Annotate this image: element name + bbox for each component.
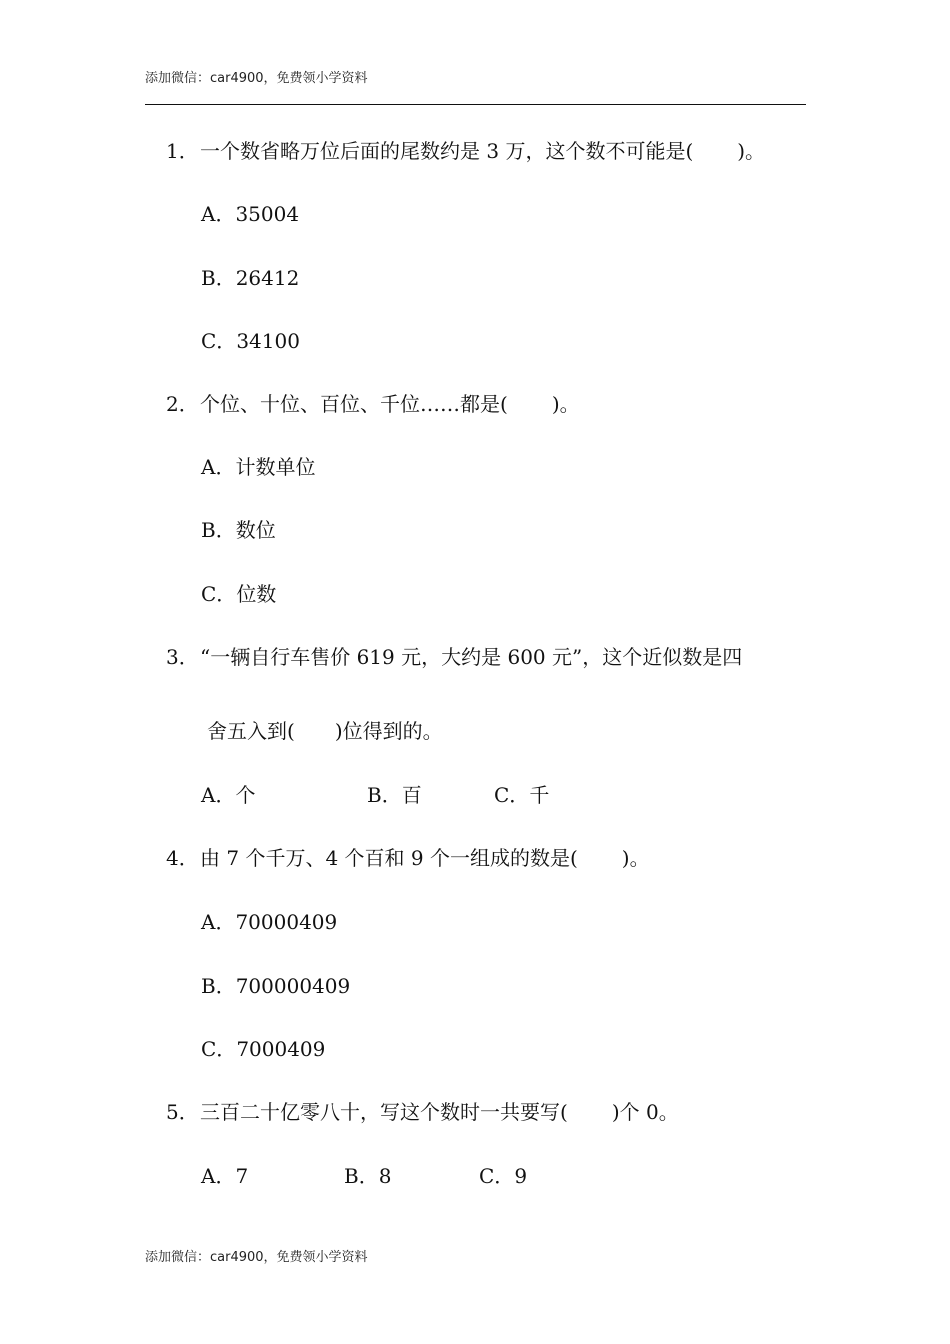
option-text: 千 [529, 783, 550, 807]
question-text: 三百二十亿零八十，写这个数时一共要写( [200, 1100, 568, 1124]
option-text: 26412 [235, 266, 300, 290]
question-number: 3． [166, 645, 199, 669]
question-text: 个位、十位、百位、千位……都是( [200, 392, 508, 416]
option-4c[interactable] [201, 1035, 325, 1063]
question-1 [166, 137, 765, 165]
question-3 [166, 643, 742, 671]
option-label: A． [201, 783, 236, 807]
option-label: C． [201, 1037, 237, 1061]
options-row-3 [0, 781, 950, 809]
option-label: B． [201, 518, 236, 542]
question-text-end: )。 [551, 392, 580, 416]
option-2a[interactable] [201, 453, 315, 481]
option-text: 百 [401, 783, 422, 807]
option-2c[interactable] [201, 580, 276, 608]
question-text-end: )。 [621, 846, 650, 870]
option-3a[interactable] [201, 781, 255, 809]
option-text: 7000409 [236, 1037, 326, 1061]
option-label: A． [201, 455, 236, 479]
options-row-5 [0, 1162, 950, 1190]
option-label: A． [201, 202, 236, 226]
option-4a[interactable] [201, 908, 337, 936]
option-1a[interactable] [201, 200, 299, 228]
header-note: 添加微信：car4900，免费领小学资料 [145, 71, 368, 86]
option-5a[interactable] [201, 1162, 248, 1190]
question-number: 2． [166, 392, 199, 416]
question-text-end: )。 [737, 139, 766, 163]
option-label: C． [479, 1164, 515, 1188]
header-divider [145, 104, 806, 105]
option-label: C． [201, 329, 237, 353]
footer-note: 添加微信：car4900，免费领小学资料 [145, 1250, 368, 1265]
option-3b[interactable] [367, 781, 422, 809]
option-label: C． [494, 783, 530, 807]
option-text: 35004 [235, 202, 300, 226]
question-number: 5． [166, 1100, 199, 1124]
question-text: “一辆自行车售价 619 元，大约是 600 元”，这个近似数是四 [200, 645, 743, 669]
option-2b[interactable] [201, 516, 276, 544]
option-label: B． [367, 783, 402, 807]
option-text: 位数 [236, 582, 277, 606]
question-number: 4． [166, 846, 199, 870]
question-text-end: )个 0。 [611, 1100, 679, 1124]
option-5b[interactable] [344, 1162, 391, 1190]
question-4 [166, 844, 650, 872]
question-3-continuation [207, 717, 443, 745]
question-2 [166, 390, 580, 418]
question-text-end: )位得到的。 [334, 719, 443, 743]
option-label: C． [201, 582, 237, 606]
option-1c[interactable] [201, 327, 300, 355]
option-text: 34100 [236, 329, 300, 353]
question-text: 舍五入到( [207, 719, 295, 743]
option-text: 8 [378, 1164, 392, 1188]
option-text: 700000409 [235, 974, 351, 998]
option-4b[interactable] [201, 972, 350, 1000]
option-text: 数位 [235, 518, 276, 542]
question-5 [166, 1098, 679, 1126]
option-1b[interactable] [201, 264, 299, 292]
option-text: 计数单位 [235, 455, 316, 479]
option-text: 9 [514, 1164, 528, 1188]
option-label: A． [201, 910, 236, 934]
option-label: B． [201, 974, 236, 998]
option-label: B． [344, 1164, 379, 1188]
option-text: 7 [235, 1164, 249, 1188]
option-3c[interactable] [494, 781, 549, 809]
option-text: 70000409 [235, 910, 338, 934]
question-text: 一个数省略万位后面的尾数约是 3 万，这个数不可能是( [200, 139, 694, 163]
option-text: 个 [235, 783, 256, 807]
option-label: A． [201, 1164, 236, 1188]
option-5c[interactable] [479, 1162, 527, 1190]
question-number: 1． [166, 139, 199, 163]
question-text: 由 7 个千万、4 个百和 9 个一组成的数是( [200, 846, 578, 870]
option-label: B． [201, 266, 236, 290]
